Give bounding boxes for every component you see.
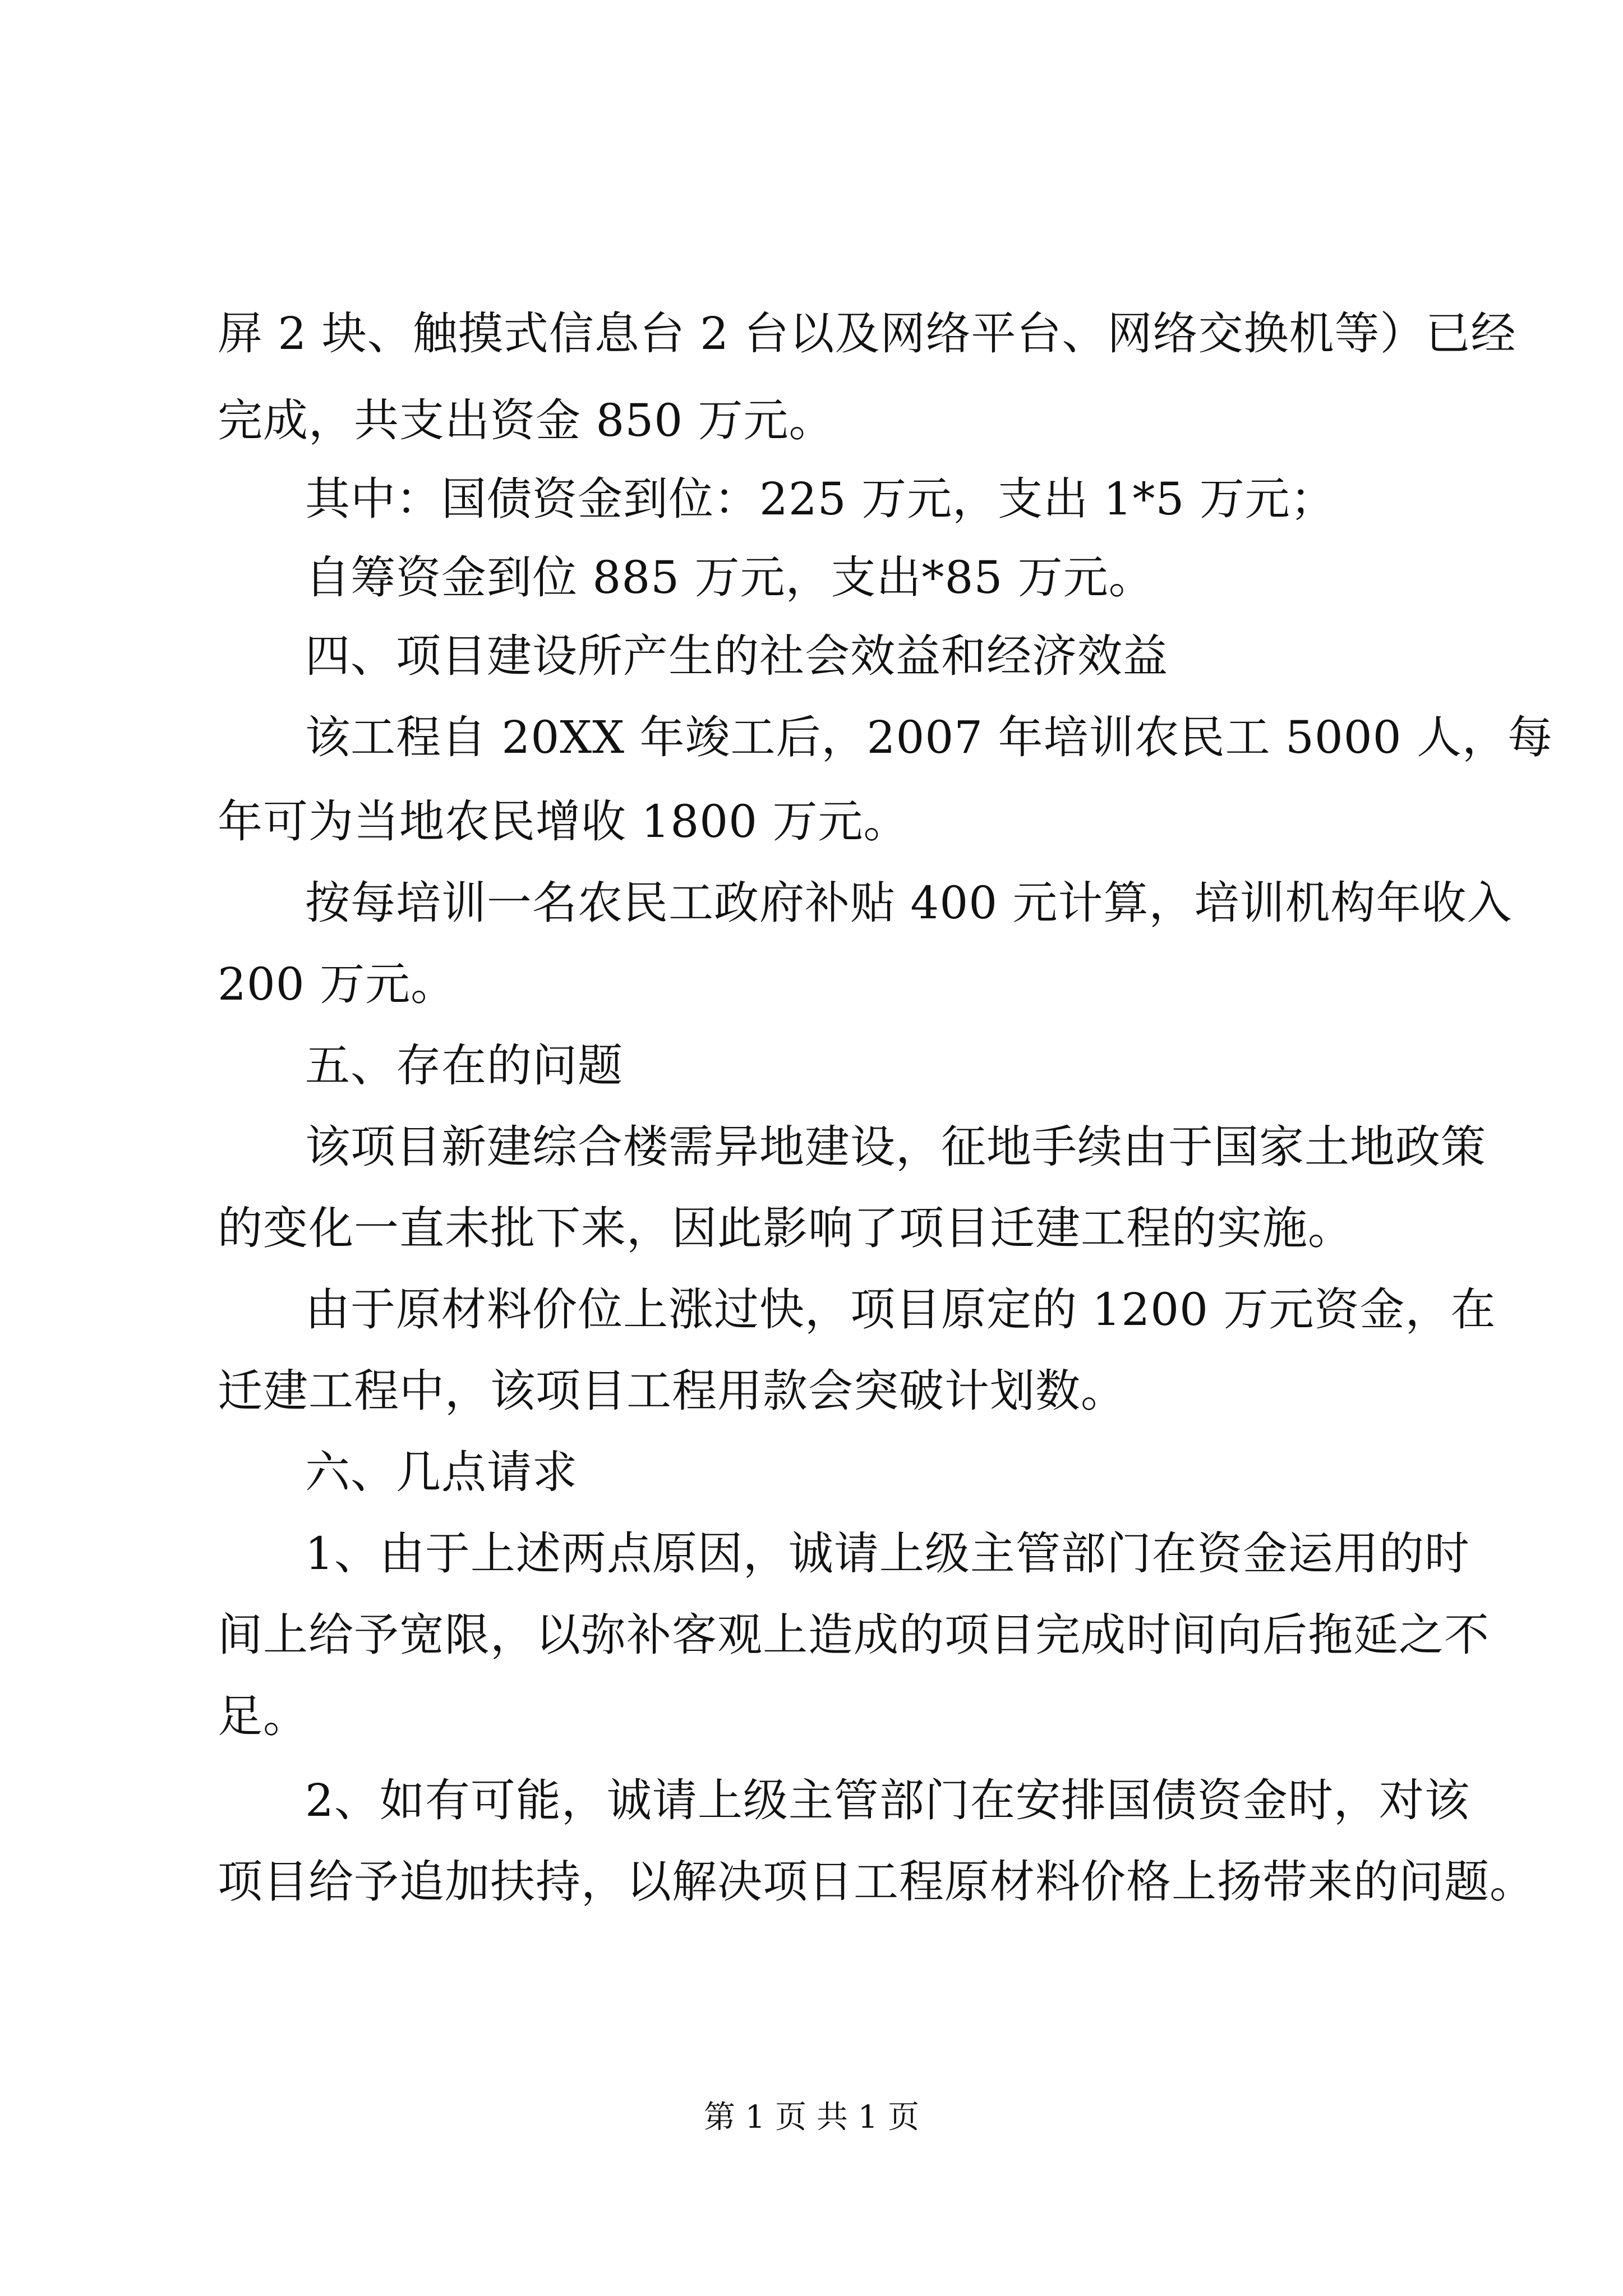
- section-heading: 四、项目建设所产生的社会效益和经济效益: [305, 630, 1168, 682]
- paragraph-line: 的变化一直未批下来，因此影响了项目迁建工程的实施。: [218, 1202, 1353, 1254]
- paragraph-line: 屏 2 块、触摸式信息台 2 台以及网络平台、网络交换机等）已经: [218, 307, 1516, 360]
- paragraph-line: 该项目新建综合楼需异地建设，征地手续由于国家土地政策: [305, 1121, 1486, 1173]
- paragraph-line: 2、如有可能，诚请上级主管部门在安排国债资金时，对该: [305, 1774, 1470, 1826]
- page-footer: 第 1 页 共 1 页: [703, 2099, 920, 2136]
- paragraph-line: 由于原材料价位上涨过快，项目原定的 1200 万元资金，在: [305, 1283, 1496, 1336]
- paragraph-line: 完成，共支出资金 850 万元。: [218, 394, 834, 447]
- paragraph-line: 足。: [218, 1690, 308, 1742]
- paragraph-line: 其中：国债资金到位：225 万元，支出 1*5 万元；: [305, 473, 1336, 525]
- paragraph-line: 按每培训一名农民工政府补贴 400 元计算，培训机构年收入: [305, 877, 1513, 929]
- paragraph-line: 自筹资金到位 885 万元，支出*85 万元。: [305, 551, 1154, 604]
- paragraph-line: 迁建工程中，该项目工程用款会突破计划数。: [218, 1365, 1126, 1417]
- paragraph-line: 200 万元。: [218, 958, 457, 1010]
- section-heading: 五、存在的问题: [305, 1039, 623, 1092]
- section-heading: 六、几点请求: [305, 1446, 578, 1498]
- paragraph-line: 间上给予宽限，以弥补客观上造成的项目完成时间向后拖延之不: [218, 1609, 1490, 1661]
- paragraph-line: 该工程自 20XX 年竣工后，2007 年培训农民工 5000 人，每: [305, 711, 1553, 763]
- paragraph-line: 年可为当地农民增收 1800 万元。: [218, 795, 909, 848]
- paragraph-line: 1、由于上述两点原因，诚请上级主管部门在资金运用的时: [305, 1527, 1470, 1580]
- paragraph-line: 项目给予追加扶持，以解决项日工程原材料价格上扬带来的问题。: [218, 1856, 1535, 1908]
